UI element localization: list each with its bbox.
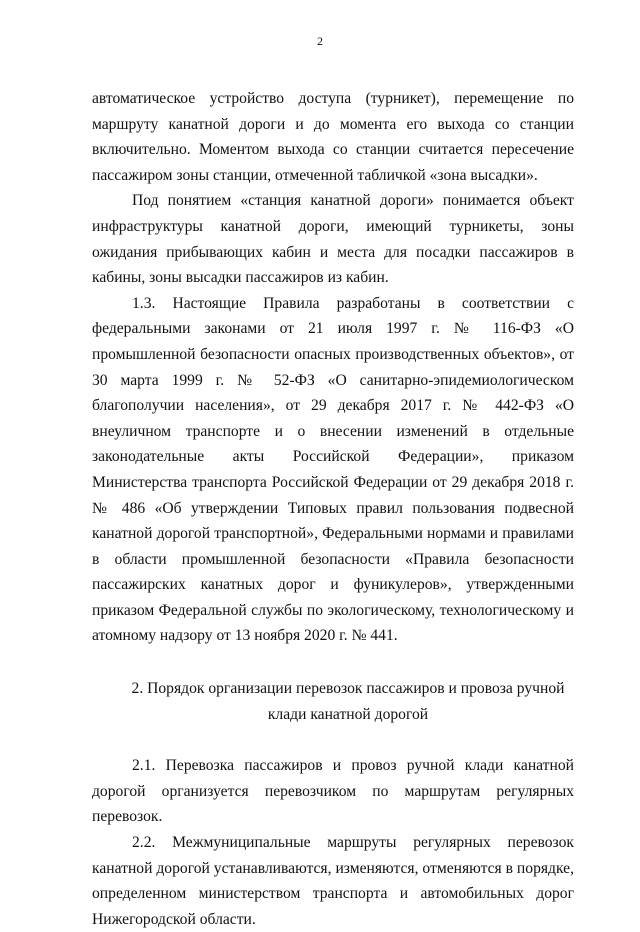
paragraph-station-definition: Под понятием «станция канатной дороги» понимается объект инфраструктуры канатной дороги, имеющий турникеты, зоны ожидания прибывающих кабин и места для посадки пассажиров в кабины, зоны высадки пассажиров из кабин.: [92, 192, 574, 287]
paragraph-continuation: автоматическое устройство доступа (турникет), перемещение по маршруту канатной дороги и до момента его выхода со станции включительно. Моментом выхода со станции считается пересечение пассажиром зоны станции, отмеченной табличкой «зона высадки».: [92, 90, 574, 184]
paragraph-2-2: 2.2. Межмуниципальные маршруты регулярных перевозок канатной дорогой устанавливаются, изменяются, отменяются в порядке, определенном министерством транспорта и автомобильных дорог Нижегородской области.: [92, 834, 574, 928]
paragraph-1-3: 1.3. Настоящие Правила разработаны в соответствии с федеральными законами от 21 июля 1997 г. № 116-ФЗ «О промышленной безопасности опасных производственных объектов», от 30 марта 1999 г. № 52-ФЗ «О санитарно-эпидемиологическом благополучии населения», от 29 декабря 2017 г. № 442-ФЗ «О внеуличном транспорте и о внесении изменений в отдельные законодательные акты Российской Федерации», приказом Министерства транспорта Российской Федерации от 29 декабря 2018 г. № 486 «Об утверждении Типовых правил пользования подвесной канатной дорогой транспортной», Федеральными нормами и правилами в области промышленной безопасности «Правила безопасности пассажирских канатных дорог и фуникулеров», утвержденными приказом Федеральной службы по экологическому, технологическому и атомному надзору от 13 ноября 2020 г. № 441.: [92, 294, 574, 645]
section-heading-2: 2. Порядок организации перевозок пассажиров и провоза ручной клади канатной дорогой: [131, 680, 565, 723]
paragraph-2-1: 2.1. Перевозка пассажиров и провоз ручной клади канатной дорогой организуется перевозчиком по маршрутам регулярных перевозок.: [92, 757, 574, 826]
document-body: [92, 86, 574, 932]
page-number: 2: [317, 34, 323, 48]
